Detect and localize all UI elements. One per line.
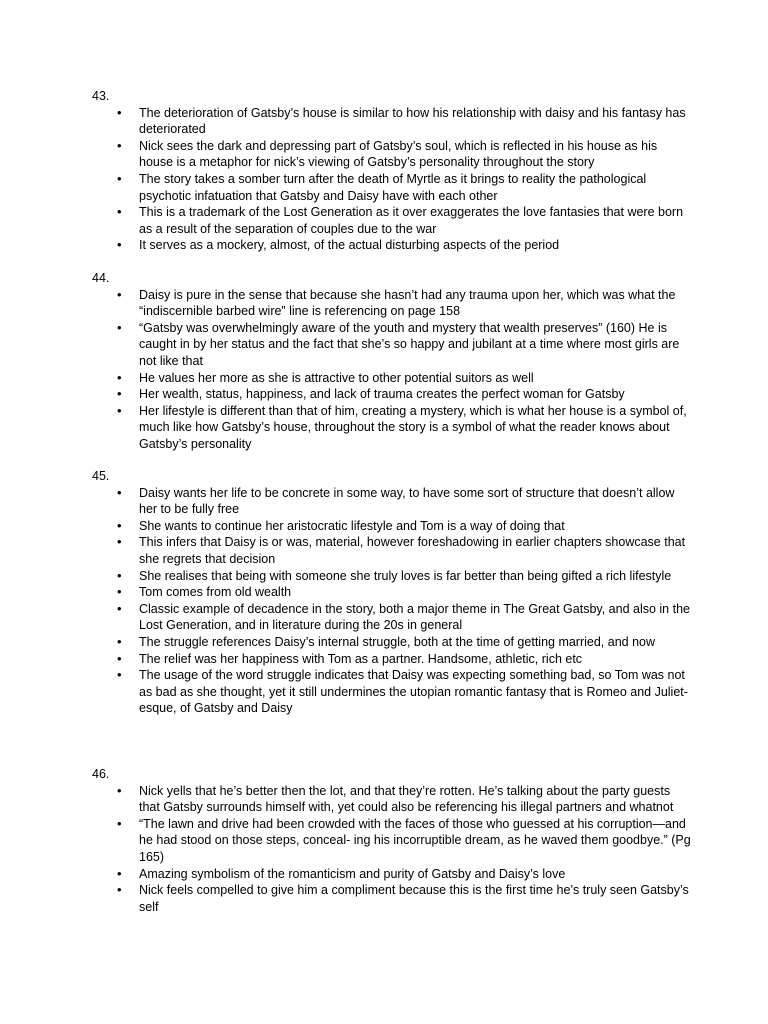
- bullet-list: [92, 783, 692, 916]
- bullet-item: • This is a trademark of the Lost Generation as it over exaggerates the love fantasies that were born as a result of the separation of couples due to the war: [92, 204, 692, 237]
- bullet-item: • She wants to continue her aristocratic lifestyle and Tom is a way of doing that: [92, 518, 692, 535]
- bullet-item: • The struggle references Daisy’s internal struggle, both at the time of getting married, and now: [92, 634, 692, 651]
- bullet-item: • The relief was her happiness with Tom as a partner. Handsome, athletic, rich etc: [92, 651, 692, 668]
- bullet-item: • She realises that being with someone she truly loves is far better than being gifted a rich lifestyle: [92, 568, 692, 585]
- bullet-item: • Daisy is pure in the sense that because she hasn’t had any trauma upon her, which was what the “indiscernible barbed wire” line is referencing on page 158: [92, 287, 692, 320]
- bullet-item: • “The lawn and drive had been crowded with the faces of those who guessed at his corruption—and he had stood on those steps, conceal- ing his incorruptible dream, as he waved them goodbye.” (Pg 165): [92, 816, 692, 866]
- bullet-list: [92, 105, 692, 254]
- bullet-item: • Nick feels compelled to give him a compliment because this is the first time he’s truly seen Gatsby’s self: [92, 882, 692, 915]
- bullet-item: • Her lifestyle is different than that of him, creating a mystery, which is what her house is a symbol of, much like how Gatsby’s house, throughout the story is a symbol of what the reader knows about Gatsby’s personality: [92, 403, 692, 453]
- section-number: 46.: [92, 767, 110, 781]
- section-43: [92, 88, 692, 254]
- section-number: 43.: [92, 89, 110, 103]
- bullet-item: • He values her more as she is attractive to other potential suitors as well: [92, 370, 692, 387]
- section-45: [92, 468, 692, 717]
- bullet-item: • It serves as a mockery, almost, of the actual disturbing aspects of the period: [92, 237, 692, 254]
- bullet-item: • Her wealth, status, happiness, and lack of trauma creates the perfect woman for Gatsby: [92, 386, 692, 403]
- bullet-item: • Tom comes from old wealth: [92, 584, 692, 601]
- section-44: [92, 270, 692, 453]
- bullet-list: [92, 485, 692, 717]
- bullet-item: • The usage of the word struggle indicates that Daisy was expecting something bad, so Tom was not as bad as she thought, yet it still undermines the utopian romantic fantasy that is Romeo and Juliet-esque, of Gatsby and Daisy: [92, 667, 692, 717]
- bullet-item: • Nick yells that he’s better then the lot, and that they’re rotten. He’s talking about the party guests that Gatsby surrounds himself with, yet could also be referencing his illegal partners and whatnot: [92, 783, 692, 816]
- bullet-item: • Classic example of decadence in the story, both a major theme in The Great Gatsby, and also in the Lost Generation, and in literature during the 20s in general: [92, 601, 692, 634]
- bullet-item: • Daisy wants her life to be concrete in some way, to have some sort of structure that doesn’t allow her to be fully free: [92, 485, 692, 518]
- bullet-item: • The deterioration of Gatsby’s house is similar to how his relationship with daisy and his fantasy has deteriorated: [92, 105, 692, 138]
- bullet-item: • Nick sees the dark and depressing part of Gatsby’s soul, which is reflected in his house as his house is a metaphor for nick’s viewing of Gatsby’s personality throughout the story: [92, 138, 692, 171]
- section-number: 45.: [92, 469, 110, 483]
- bullet-item: • This infers that Daisy is or was, material, however foreshadowing in earlier chapters showcase that she regrets that decision: [92, 534, 692, 567]
- bullet-list: [92, 287, 692, 453]
- bullet-item: • The story takes a somber turn after the death of Myrtle as it brings to reality the pathological psychotic infatuation that Gatsby and Daisy have with each other: [92, 171, 692, 204]
- bullet-item: • “Gatsby was overwhelmingly aware of the youth and mystery that wealth preserves” (160) He is caught in by her status and the fact that she’s so happy and jubilant at a time where most girls are not like that: [92, 320, 692, 370]
- bullet-item: • Amazing symbolism of the romanticism and purity of Gatsby and Daisy’s love: [92, 866, 692, 883]
- section-number: 44.: [92, 271, 110, 285]
- section-46: [92, 766, 692, 915]
